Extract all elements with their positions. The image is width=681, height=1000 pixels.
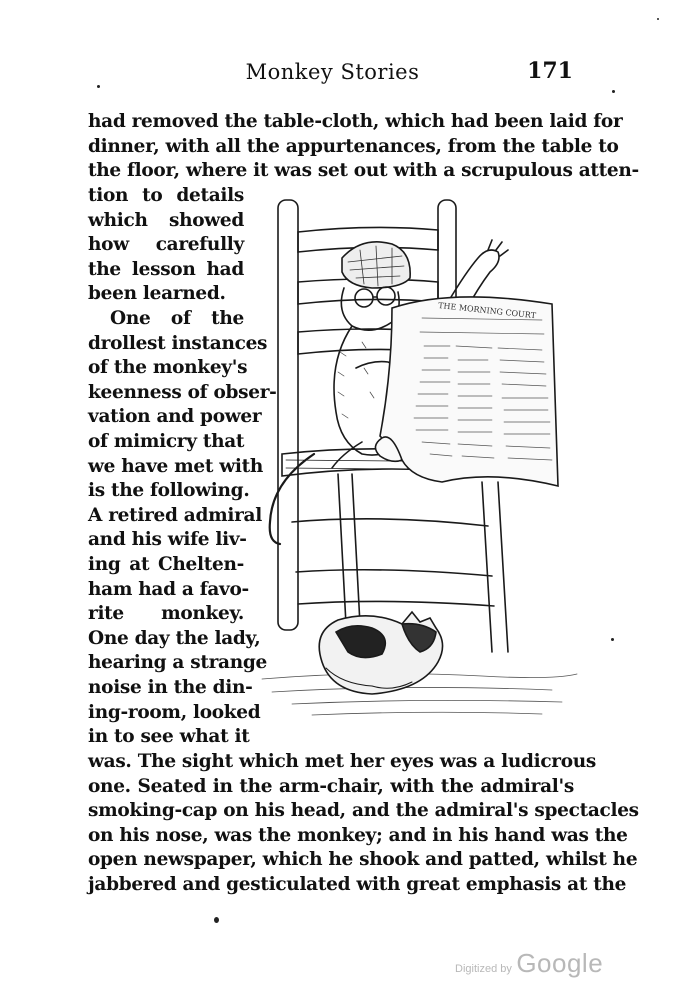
text-line: the floor, where it was set out with a scrupulous atten-	[88, 160, 639, 182]
scan-speck	[97, 85, 100, 88]
running-title: Monkey Stories	[245, 60, 420, 84]
text-line: keenness of obser-	[88, 381, 277, 403]
text-line: which showed	[88, 209, 244, 231]
text-line: ing-room, looked	[88, 701, 261, 723]
scan-speck	[612, 90, 615, 93]
text-line: we have met with	[88, 455, 264, 477]
newspaper-icon	[375, 297, 558, 486]
text-line: ing at Chelten-	[88, 553, 244, 575]
text-line: been learned.	[88, 283, 226, 305]
running-head	[90, 58, 575, 94]
text-line: is the following.	[88, 480, 250, 502]
monkey-illustration	[252, 192, 582, 737]
text-line: of the monkey's	[88, 357, 248, 379]
text-line: smoking-cap on his head, and the admiral's spectacles	[88, 800, 639, 822]
scan-speck	[611, 638, 614, 641]
paragraph-2-narrow-lines	[88, 307, 277, 750]
text-line: had removed the table-cloth, which had been laid for	[88, 111, 623, 132]
text-line: and his wife liv-	[88, 529, 247, 551]
text-line: dinner, with all the appurtenances, from the table to	[88, 135, 619, 157]
google-logo: Google	[516, 948, 604, 978]
digitized-watermark	[455, 948, 603, 979]
cat-icon	[319, 612, 442, 694]
text-line: A retired admiral	[88, 504, 262, 526]
text-line: One day the lady,	[88, 627, 261, 649]
scan-speck	[657, 18, 659, 20]
text-line: open newspaper, which he shook and patted, whilst he	[88, 849, 638, 871]
tail-shape	[270, 454, 314, 544]
scan-speck	[214, 917, 219, 923]
text-line: on his nose, was the monkey; and in his hand was the	[88, 824, 628, 846]
text-line: how carefully	[88, 234, 244, 256]
page-number: 171	[527, 58, 573, 84]
text-line: tion to details	[88, 185, 244, 206]
text-line: one. Seated in the arm-chair, with the admiral's	[88, 775, 574, 797]
text-line: jabbered and gesticulated with great emphasis at the	[88, 873, 627, 895]
newspaper-masthead: THE MORNING COURT	[437, 301, 537, 321]
text-line: vation and power	[88, 406, 262, 428]
digitized-prefix: Digitized by	[455, 963, 512, 975]
text-line: noise in the din-	[88, 676, 253, 698]
paragraph-1-narrow-lines	[88, 184, 244, 307]
text-line: hearing a strange	[88, 652, 267, 674]
text-line: ham had a favo-	[88, 578, 249, 600]
text-line: drollest instances	[88, 332, 268, 354]
text-line: was. The sight which met her eyes was a ludicrous	[88, 751, 597, 772]
paragraph-2-full-lines	[88, 750, 639, 898]
text-line: in to see what it	[88, 726, 250, 748]
paragraph-1-full-lines	[88, 110, 639, 184]
text-line: the lesson had	[88, 258, 244, 280]
text-line: rite monkey.	[88, 603, 244, 625]
text-line: of mimicry that	[88, 430, 245, 452]
text-line: One of the	[110, 308, 244, 329]
